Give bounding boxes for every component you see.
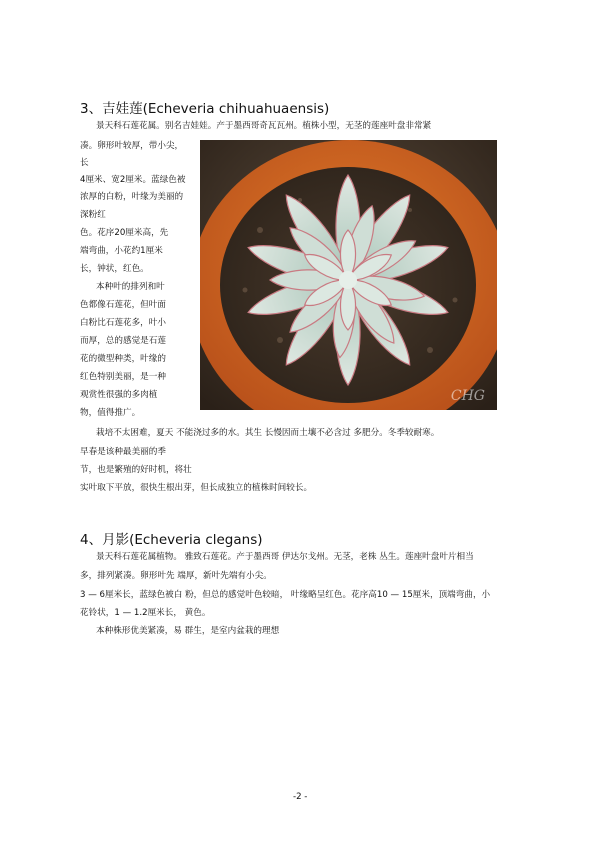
paragraph-line: 节，也是繁殖的好时机，将壮 [80, 465, 192, 475]
succulent-photo [200, 140, 497, 410]
paragraph-line: 长 [80, 158, 89, 168]
paragraph-line: 色。花序20厘米高，先 [80, 228, 169, 238]
paragraph-line: 景天科石莲花属植物。 雅致石莲花。产于墨西哥 伊达尔戈州。无茎，老株 丛生。莲座叶盘叶片相当 [96, 552, 474, 562]
paragraph-line: 物，值得推广。 [80, 408, 141, 418]
paragraph-line: 长，钟状，红色。 [80, 264, 149, 274]
paragraph-line: 端弯曲，小花约1厘米 [80, 246, 163, 256]
paragraph-line: 本种叶的排列和叶 [96, 282, 165, 292]
paragraph-line: 3 — 6厘米长，蓝绿色被白 粉，但总的感觉叶色较暗， 叶缘略呈红色。花序高10 — 15厘米，顶端弯曲，小 [80, 590, 491, 600]
paragraph-line: 红色特别美丽，是一种 [80, 372, 166, 382]
paragraph-line: 花的微型种类，叶缘的 [80, 354, 166, 364]
paragraph-line: 浓厚的白粉，叶缘为美丽的 [80, 192, 184, 202]
paragraph-line: 实叶取下平放，很快生根出芽，但长成独立的植株时间较长。 [80, 483, 313, 493]
page-number: -2 - [293, 792, 308, 802]
paragraph-line: 景天科石莲花属。别名吉娃娃。产于墨西哥奇瓦瓦州。植株小型，无茎的莲座叶盘非常紧 [96, 121, 432, 131]
paragraph-line: 本种株形优美紧凑，易 群生，是室内盆栽的理想 [96, 626, 280, 636]
paragraph-line: 4厘米、宽2厘米。蓝绿色被 [80, 175, 186, 185]
paragraph-line: 早春是该种最美丽的季 [80, 447, 166, 457]
paragraph-line: 白粉比石莲花多，叶小 [80, 318, 166, 328]
paragraph-line: 深粉红 [80, 210, 106, 220]
paragraph-line: 花铃状，1 — 1.2厘米长， 黄色。 [80, 608, 211, 618]
section-4-heading: 4、月影(Echeveria clegans) [80, 532, 263, 548]
paragraph-line: 色都像石莲花，但叶面 [80, 300, 166, 310]
paragraph-line: 观赏性很强的多肉植 [80, 390, 158, 400]
section-3-heading: 3、吉娃莲(Echeveria chihuahuaensis) [80, 101, 330, 117]
paragraph-line: 凑。卵形叶较厚，带小尖， [80, 141, 184, 151]
paragraph-line: 而厚，总的感觉是石莲 [80, 336, 166, 346]
photo-watermark: CHG [450, 388, 485, 404]
paragraph-line: 栽培不太困难，夏天 不能浇过多的水。其生 长慢因而土壤不必含过 多肥分。冬季较耐寒。 [96, 428, 440, 438]
paragraph-line: 多，排列紧凑。卵形叶先 端厚，新叶先端有小尖。 [80, 571, 272, 581]
